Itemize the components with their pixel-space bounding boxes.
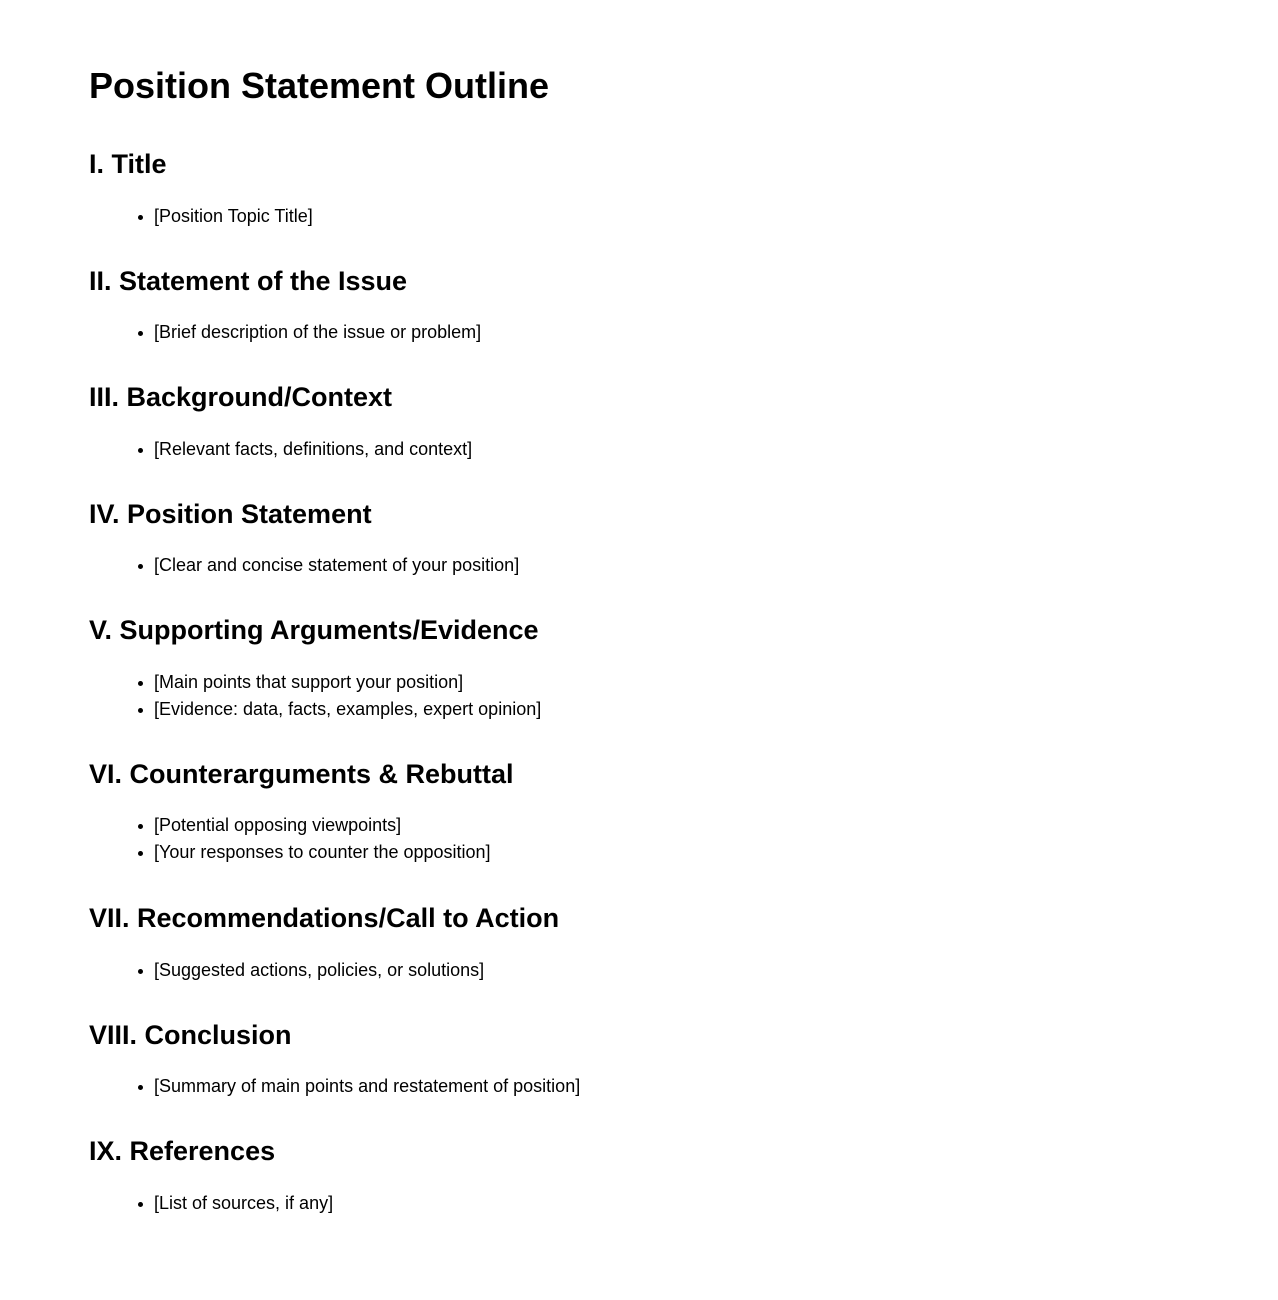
bullet-list [89, 203, 1278, 230]
section-counterarguments [89, 758, 1278, 866]
bullet-list [89, 1073, 1278, 1100]
section-background [89, 381, 1278, 463]
bullet-list [89, 1190, 1278, 1217]
list-item: [Brief description of the issue or problem] [154, 319, 1278, 346]
section-supporting-arguments [89, 614, 1278, 723]
list-item: [Relevant facts, definitions, and context] [154, 436, 1278, 463]
list-item: [Your responses to counter the opposition] [154, 839, 1278, 866]
bullet-list [89, 812, 1278, 866]
bullet-list [89, 319, 1278, 346]
section-conclusion [89, 1019, 1278, 1100]
page-title: Position Statement Outline [89, 65, 550, 106]
section-heading: IX. References [89, 1136, 276, 1166]
bullet-list [89, 957, 1278, 984]
section-references [89, 1135, 1278, 1217]
list-item: [Potential opposing viewpoints] [154, 812, 1278, 839]
section-heading: IV. Position Statement [89, 499, 372, 529]
section-heading: II. Statement of the Issue [89, 266, 408, 296]
list-item: [Summary of main points and restatement of position] [154, 1073, 1278, 1100]
list-item: [List of sources, if any] [154, 1190, 1278, 1217]
bullet-list [89, 552, 1278, 579]
section-recommendations [89, 902, 1278, 984]
section-heading: VII. Recommendations/Call to Action [89, 903, 560, 933]
list-item: [Evidence: data, facts, examples, expert opinion] [154, 696, 1278, 723]
section-position-statement [89, 498, 1278, 579]
section-title [89, 148, 1278, 230]
bullet-list [89, 436, 1278, 463]
section-statement-of-issue [89, 265, 1278, 346]
section-heading: V. Supporting Arguments/Evidence [89, 615, 539, 645]
list-item: [Suggested actions, policies, or solutions] [154, 957, 1278, 984]
list-item: [Clear and concise statement of your position] [154, 552, 1278, 579]
bullet-list [89, 669, 1278, 723]
section-heading: VIII. Conclusion [89, 1020, 292, 1050]
section-heading: III. Background/Context [89, 382, 393, 412]
section-heading: I. Title [89, 149, 167, 179]
list-item: [Main points that support your position] [154, 669, 1278, 696]
list-item: [Position Topic Title] [154, 203, 1278, 230]
section-heading: VI. Counterarguments & Rebuttal [89, 759, 514, 789]
